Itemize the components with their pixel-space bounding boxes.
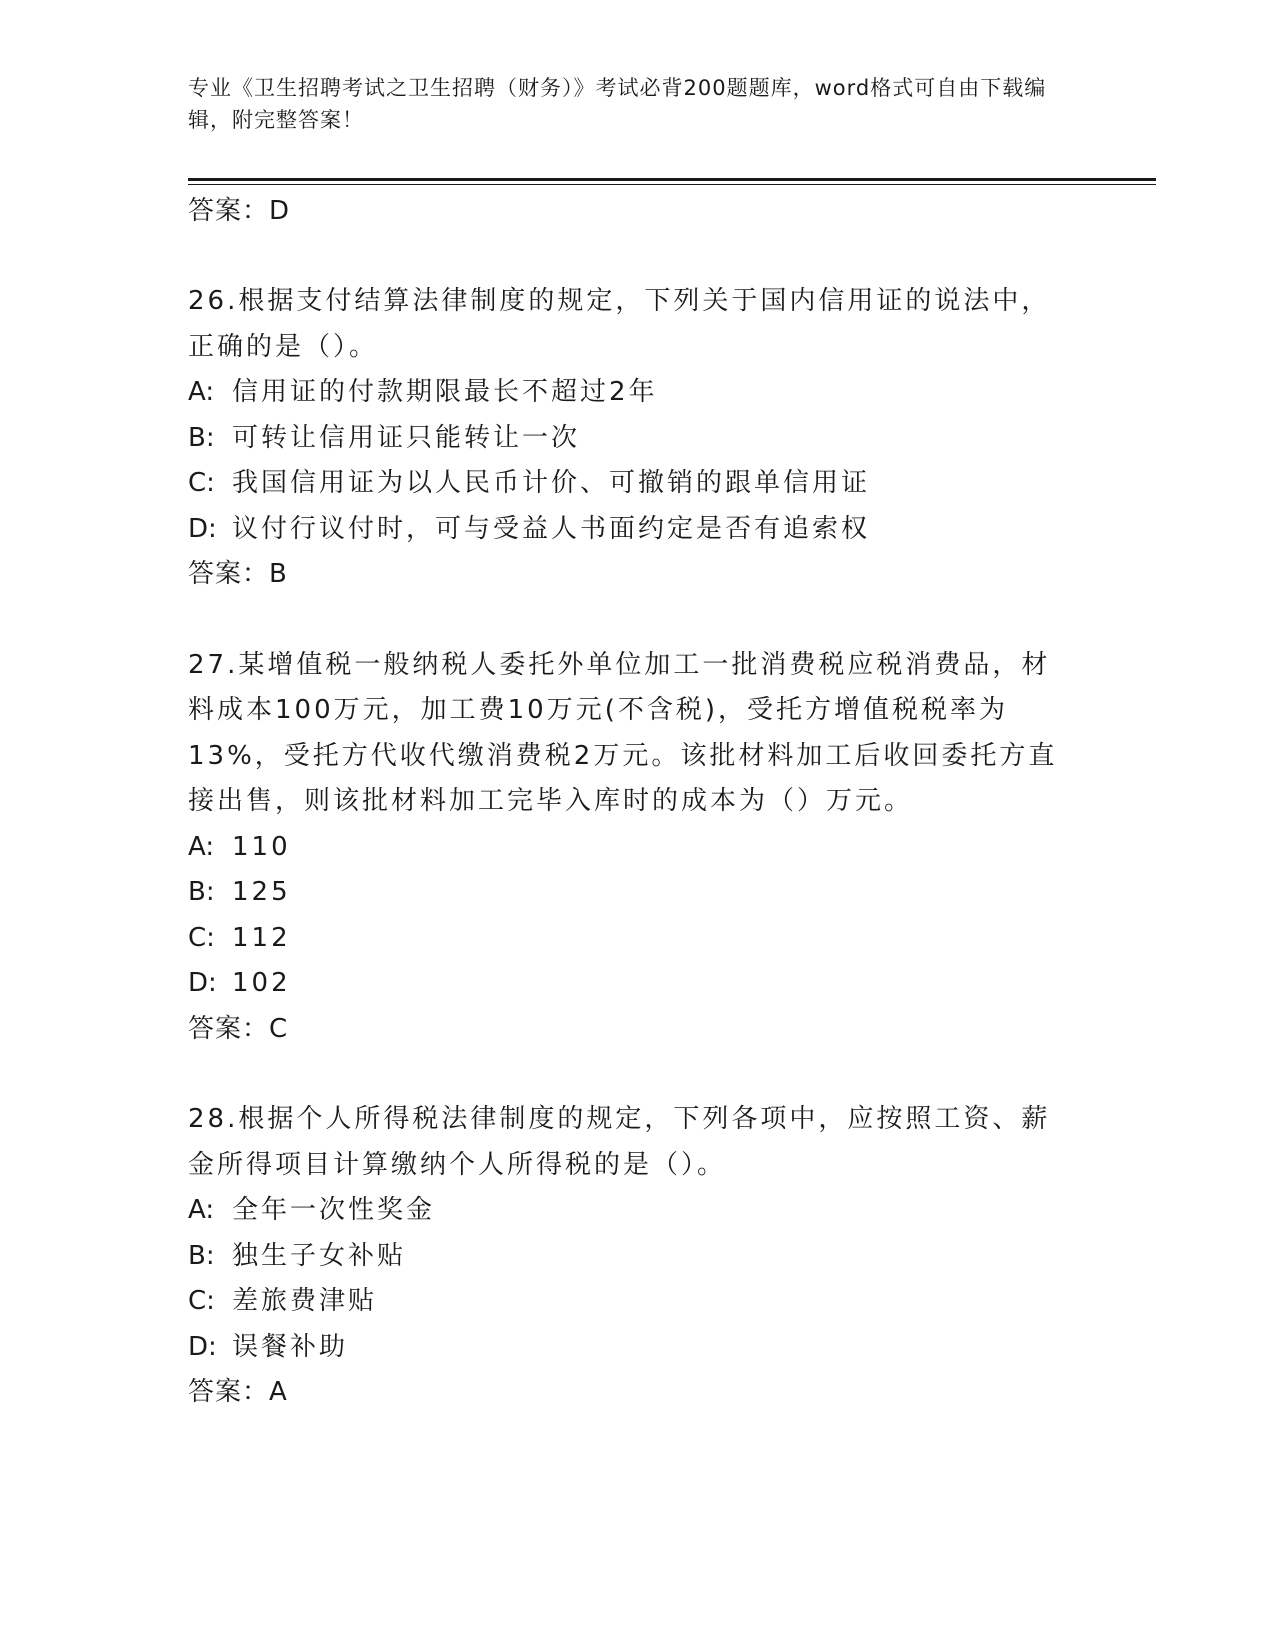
previous-answer: 答案：D [188,196,291,226]
option-text: 信用证的付款期限最长不超过2年 [232,377,658,407]
question-stem: 26.根据支付结算法律制度的规定，下列关于国内信用证的说法中，正确的是（）。 [188,286,1051,362]
option-text: 议付行议付时，可与受益人书面约定是否有追索权 [232,513,871,544]
option-c [188,916,1088,962]
option-letter: A: [188,1195,215,1225]
option-d [188,961,1088,1007]
option-d [188,507,1088,553]
option-text: 差旅费津贴 [232,1286,378,1316]
option-letter: A: [188,831,215,862]
option-letter: C: [188,468,215,498]
question-28 [188,1097,1088,1416]
question-answer: 答案：B [188,559,288,589]
option-letter: D: [188,1331,217,1362]
option-letter: B: [188,422,215,453]
document-body [188,188,1088,1416]
question-answer: 答案：A [188,1377,288,1407]
header-divider-thin [188,184,1156,185]
option-letter: B: [188,877,215,907]
question-stem: 27.某增值税一般纳税人委托外单位加工一批消费税应税消费品，材料成本100万元，加工费10万元(不含税)，受托方增值税税率为13%，受托方代收代缴消费税2万元。该批材料加工后收回委托方直接出售，则该批材料加工完毕入库时的成本为（）万元。 [188,649,1058,816]
question-answer: 答案：C [188,1013,289,1044]
option-d [188,1325,1088,1371]
option-text: 我国信用证为以人民币计价、可撤销的跟单信用证 [232,468,871,498]
option-c [188,1279,1088,1325]
option-b [188,416,1088,462]
option-text: 独生子女补贴 [232,1240,407,1271]
option-text: 125 [232,877,291,907]
option-text: 误餐补助 [232,1331,349,1362]
option-a [188,370,1088,416]
question-26 [188,279,1088,598]
option-text: 110 [232,831,291,862]
option-a [188,1188,1088,1234]
option-letter: D: [188,968,217,998]
option-letter: A: [188,377,215,407]
option-text: 可转让信用证只能转让一次 [232,422,581,453]
option-letter: C: [188,922,215,953]
option-b [188,1234,1088,1280]
option-letter: D: [188,513,217,544]
option-letter: B: [188,1240,215,1271]
option-c [188,461,1088,507]
option-b [188,870,1088,916]
question-stem: 28.根据个人所得税法律制度的规定，下列各项中，应按照工资、薪金所得项目计算缴纳个人所得税的是（）。 [188,1104,1051,1180]
option-letter: C: [188,1286,215,1316]
option-text: 全年一次性奖金 [232,1195,436,1225]
header-divider-thick [188,178,1156,181]
question-27 [188,643,1088,1053]
page-header [188,72,1068,136]
header-text: 专业《卫生招聘考试之卫生招聘（财务）》考试必背200题题库，word格式可自由下载编辑，附完整答案！ [188,76,1047,132]
option-text: 102 [232,968,291,998]
option-a [188,825,1088,871]
option-text: 112 [232,922,291,953]
